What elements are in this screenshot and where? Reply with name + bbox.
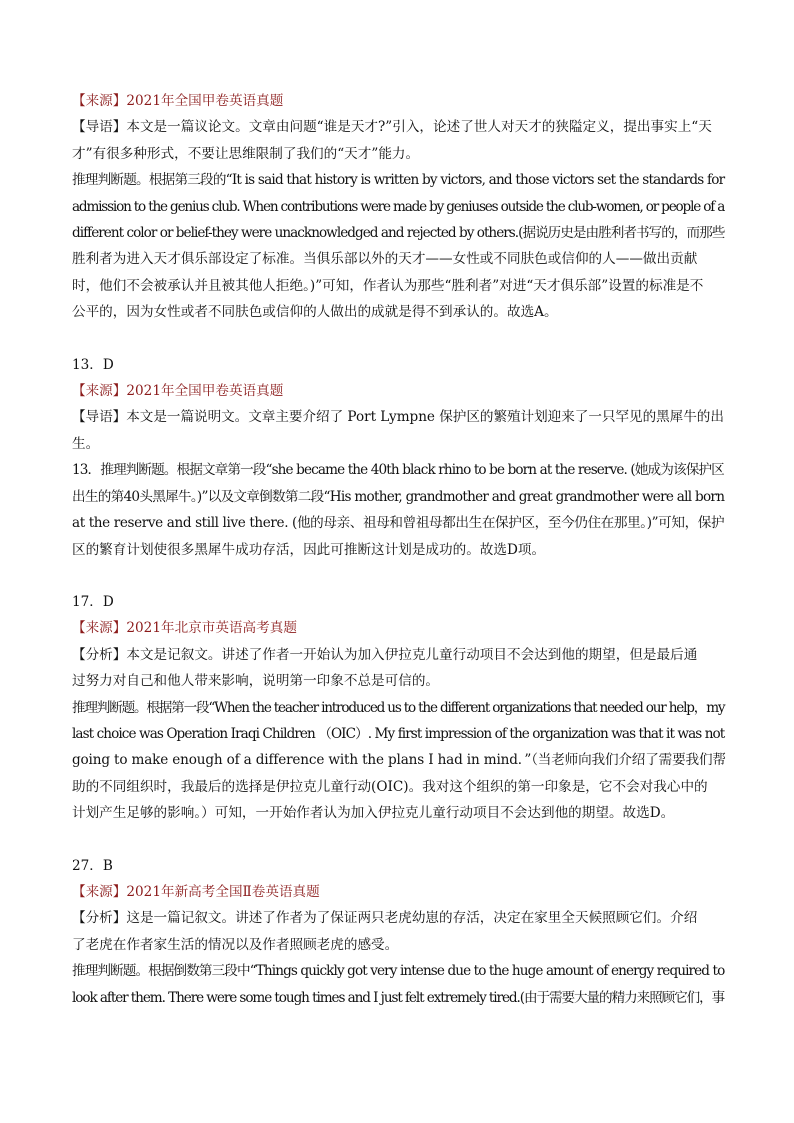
analysis-line: 计划产生足够的影响。）可知，一开始作者认为加入伊拉克儿童行动项目不会达到他的期望。故选D。 bbox=[72, 805, 675, 822]
analysis-line: 助的不同组织时，我最后的选择是伊拉克儿童行动(OIC)。我对这个组织的第一印象是，它不会对我心中的 bbox=[72, 778, 708, 795]
source-line: 【来源】2021年新高考全国Ⅱ卷英语真题 bbox=[72, 883, 320, 900]
intro-line: 【分析】这是一篇记叙文。讲述了作者为了保证两只老虎幼崽的存活，决定在家里全天候照顾它们。介绍 bbox=[72, 910, 698, 927]
answer-number: 17．D bbox=[72, 593, 114, 610]
answer-number: 27．B bbox=[72, 857, 113, 874]
analysis-line: 区的繁育计划使很多黑犀牛成功存活，因此可推断这计划是成功的。故选D项。 bbox=[72, 541, 546, 558]
intro-line: 过努力对自己和他人带来影响，说明第一印象不总是可信的。 bbox=[72, 673, 440, 690]
intro-line: 【导语】本文是一篇说明文。文章主要介绍了 Port Lympne 保护区的繁殖计划迎来了一只罕见的黑犀牛的出 bbox=[72, 409, 724, 426]
section-2 bbox=[72, 352, 724, 563]
intro-line: 了老虎在作者家生活的情况以及作者照顾老虎的感受。 bbox=[72, 936, 399, 953]
intro-line: 生。 bbox=[72, 435, 100, 452]
analysis-line: different color or belief-they were unacknowledged and rejected by others.(据说历史是由胜利者书写的，而那些 bbox=[72, 225, 725, 242]
source-line: 【来源】2021年全国甲卷英语真题 bbox=[72, 383, 284, 400]
section-1 bbox=[72, 88, 724, 326]
source-line: 【来源】2021年全国甲卷英语真题 bbox=[72, 93, 284, 109]
analysis-line: 出生的第40头黑犀牛。)”以及文章倒数第二段“His mother, grandmother and great grandmother were all born bbox=[72, 488, 725, 505]
analysis-line: 时，他们不会被承认并且被其他人拒绝。)”可知，作者认为那些“胜利者”对进“天才俱乐部”设置的标准是不 bbox=[72, 277, 704, 294]
intro-line: 【分析】本文是记叙文。讲述了作者一开始认为加入伊拉克儿童行动项目不会达到他的期望，但是最后通 bbox=[72, 646, 698, 663]
intro-line: 才”有很多种形式，不要让思维限制了我们的“天才”能力。 bbox=[72, 145, 420, 162]
analysis-line: going to make enough of a difference with the plans I had in mind．”（当老师向我们介绍了需要我们帮 bbox=[72, 752, 726, 769]
answer-number: 13．D bbox=[72, 356, 114, 373]
analysis-line: last choice was Operation Iraqi Children （OIC）. My first impression of the organization was that it was not bbox=[72, 725, 725, 742]
document-page bbox=[72, 88, 724, 1011]
analysis-line: 推理判断题。根据第一段“When the teacher introduced us to the different organizations that needed our help，my bbox=[72, 699, 725, 716]
section-3 bbox=[72, 589, 724, 827]
analysis-line: 13．推理判断题。根据文章第一段“she became the 40th black rhino to be born at the reserve. (她成为该保护区 bbox=[72, 462, 724, 479]
analysis-line: 推理判断题。根据第三段的“It is said that history is written by victors, and those victors set the standards for bbox=[72, 172, 725, 189]
intro-line: 【导语】本文是一篇议论文。文章由问题“谁是天才?”引入，论述了世人对天才的狭隘定义，提出事实上“天 bbox=[72, 119, 712, 136]
source-line: 【来源】2021年北京市英语高考真题 bbox=[72, 620, 297, 637]
analysis-line: 胜利者为进入天才俱乐部设定了标准。当俱乐部以外的天才——女性或不同肤色或信仰的人——做出贡献 bbox=[72, 251, 698, 268]
analysis-line: at the reserve and still live there. (他的母亲、祖母和曾祖母都出生在保护区，至今仍住在那里。)”可知，保护 bbox=[72, 515, 725, 532]
analysis-line: look after them. There were some tough times and I just felt extremely tired.(由于需要大量的精力来照顾它们，事 bbox=[72, 989, 725, 1006]
analysis-line: admission to the genius club. When contributions were made by geniuses outside the club-women, or people of a bbox=[72, 198, 725, 215]
analysis-line: 公平的，因为女性或者不同肤色或信仰的人做出的成就是得不到承认的。故选A。 bbox=[72, 304, 558, 321]
section-4 bbox=[72, 853, 724, 1011]
analysis-line: 推理判断题。根据倒数第三段中“Things quickly got very intense due to the huge amount of energy required to bbox=[72, 963, 725, 980]
